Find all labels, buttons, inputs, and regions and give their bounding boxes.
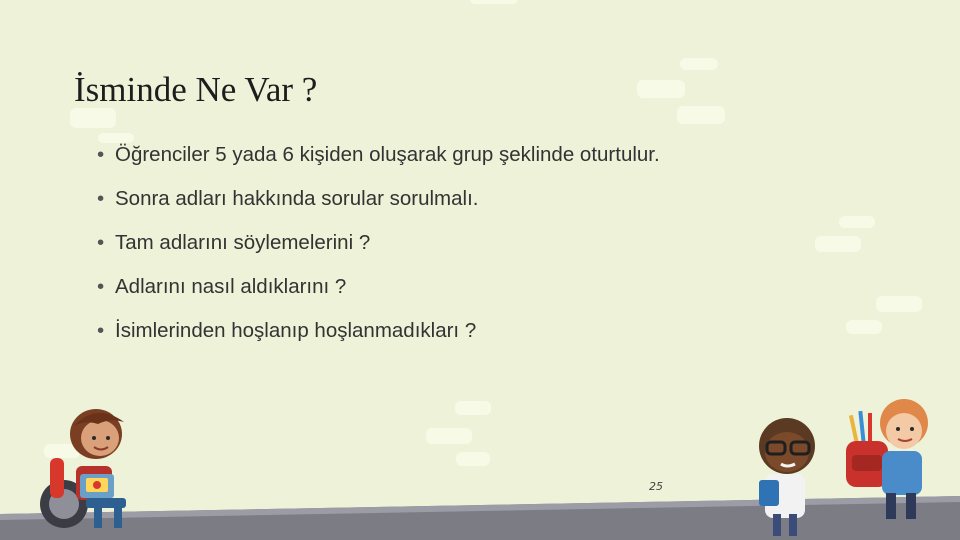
child-in-wheelchair-illustration [30, 396, 140, 536]
bullet-item: • Sonra adları hakkında sorular sorulmalı. [97, 186, 697, 211]
bullet-item: • Öğrenciler 5 yada 6 kişiden oluşarak grup şeklinde oturtulur. [97, 142, 697, 167]
boy-with-glasses-illustration [745, 410, 825, 540]
chalk-mark [426, 428, 472, 444]
chalk-mark [846, 320, 882, 334]
chalk-mark [456, 452, 490, 466]
bullet-list [97, 142, 697, 362]
bullet-item: • Adlarını nasıl aldıklarını ? [97, 274, 697, 299]
chalk-mark [839, 216, 875, 228]
bullet-item: • İsimlerinden hoşlanıp hoşlanmadıkları ? [97, 318, 697, 343]
chalk-mark [876, 296, 922, 312]
bullet-item: • Tam adlarını söylemelerini ? [97, 230, 697, 255]
chalk-mark [455, 401, 491, 415]
chalk-mark [680, 58, 718, 70]
page-number: 25 [649, 480, 663, 493]
chalk-mark [470, 0, 518, 4]
slide-title: İsminde Ne Var ? [74, 70, 318, 109]
boy-with-backpack-illustration [838, 385, 938, 535]
chalk-mark [815, 236, 861, 252]
chalk-mark [70, 108, 116, 128]
chalk-mark [637, 80, 685, 98]
chalk-mark [677, 106, 725, 124]
